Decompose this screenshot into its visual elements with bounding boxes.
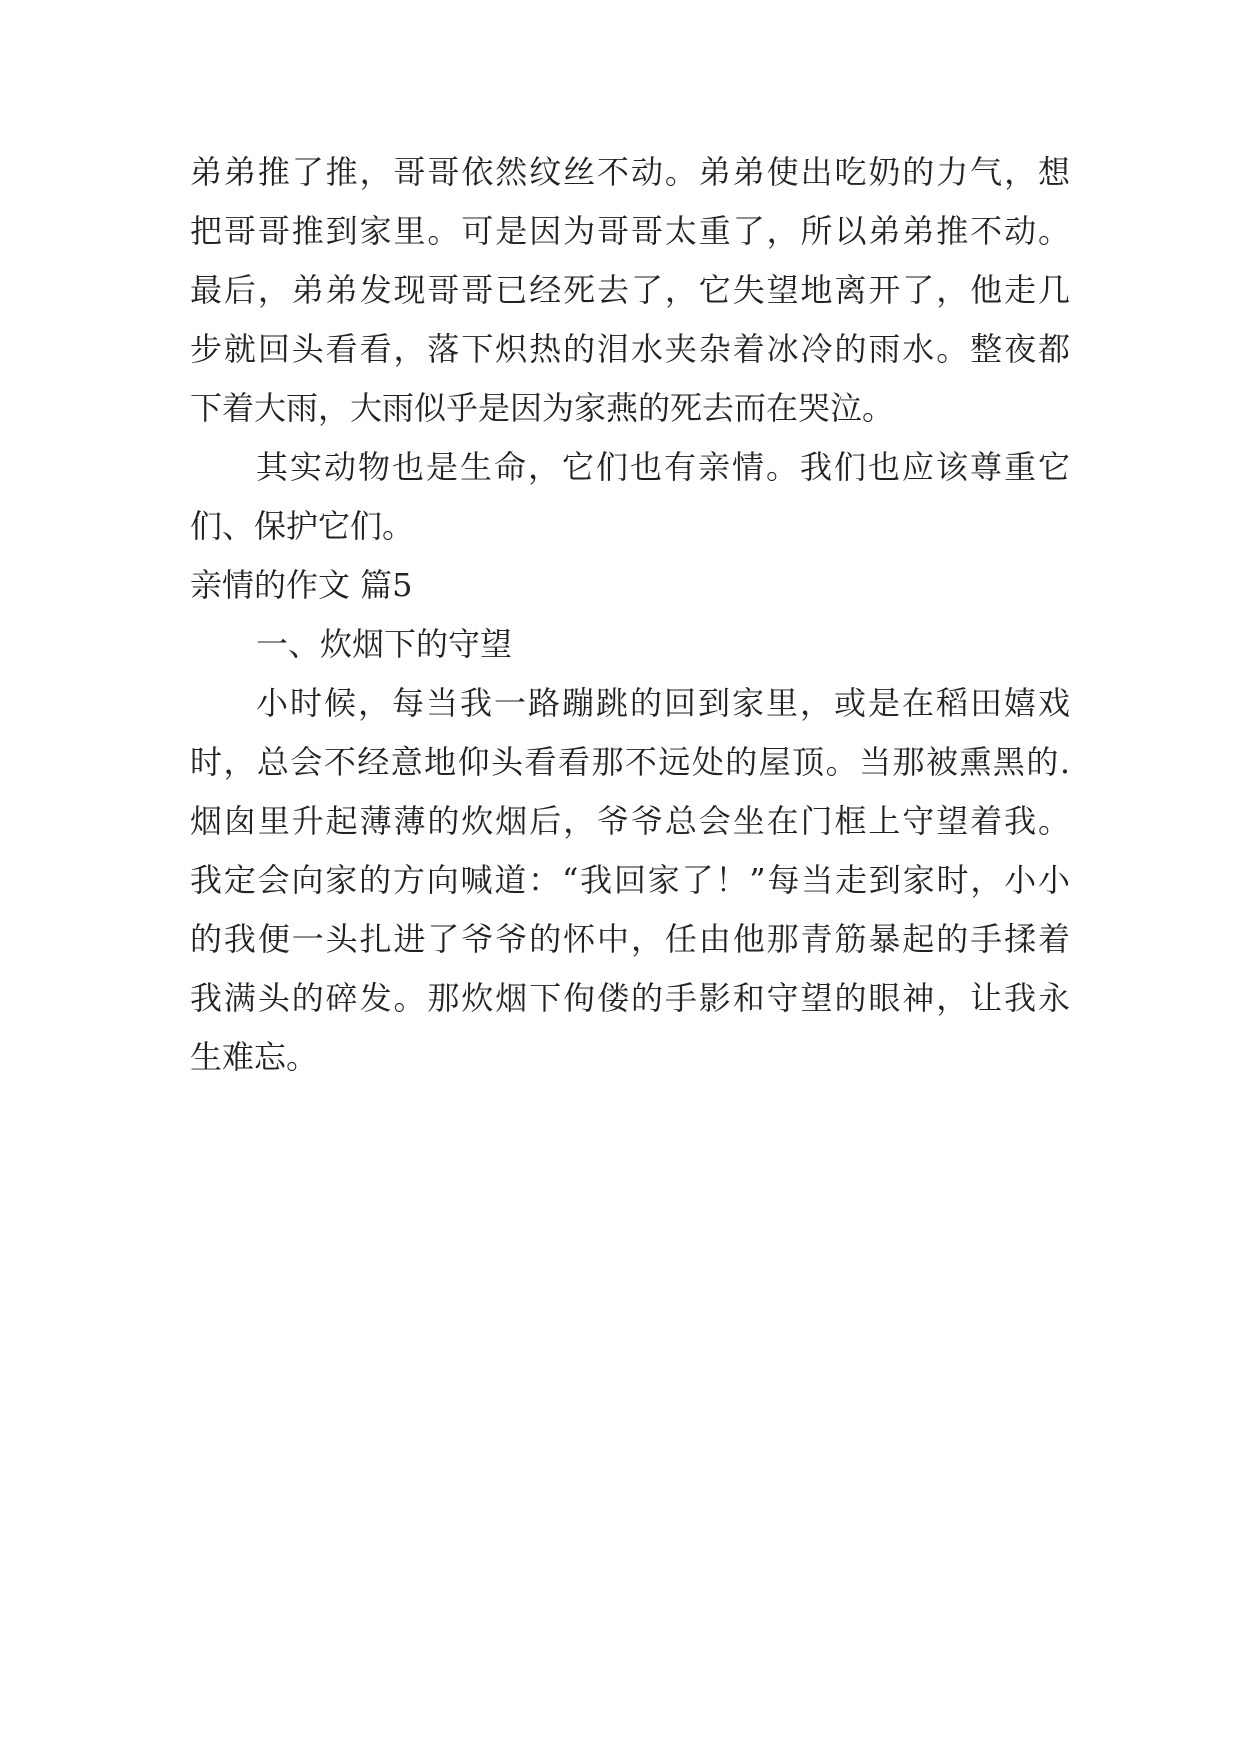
story-line-5: 的我便一头扎进了爷爷的怀中，任由他那青筋暴起的手揉着 [190,920,1070,958]
paragraph-1-line-3: 最后，弟弟发现哥哥已经死去了，它失望地离开了，他走几 [190,271,1070,309]
paragraph-2-line-2: 们、保护它们。 [190,507,415,545]
story-line-3: 烟囱里升起薄薄的炊烟后，爷爷总会坐在门框上守望着我。 [190,802,1070,840]
subheading: 一、炊烟下的守望 [256,625,513,663]
paragraph-2-line-1: 其实动物也是生命，它们也有亲情。我们也应该尊重它 [256,448,1070,486]
story-line-2: 时，总会不经意地仰头看看那不远处的屋顶。当那被熏黑的. [190,743,1070,781]
story-line-1: 小时候，每当我一路蹦跳的回到家里，或是在稻田嬉戏 [256,684,1070,722]
story-line-6: 我满头的碎发。那炊烟下佝偻的手影和守望的眼神，让我永 [190,979,1070,1017]
section-heading: 亲情的作文 篇5 [190,566,413,604]
paragraph-1-line-2: 把哥哥推到家里。可是因为哥哥太重了，所以弟弟推不动。 [190,212,1070,250]
paragraph-1-line-5: 下着大雨，大雨似乎是因为家燕的死去而在哭泣。 [190,389,895,427]
paragraph-1-line-1: 弟弟推了推，哥哥依然纹丝不动。弟弟使出吃奶的力气，想 [190,153,1070,191]
story-line-4: 我定会向家的方向喊道：“我回家了！”每当走到家时，小小 [190,861,1070,899]
story-line-7: 生难忘。 [190,1038,319,1076]
paragraph-1-line-4: 步就回头看看，落下炽热的泪水夹杂着冰冷的雨水。整夜都 [190,330,1070,368]
